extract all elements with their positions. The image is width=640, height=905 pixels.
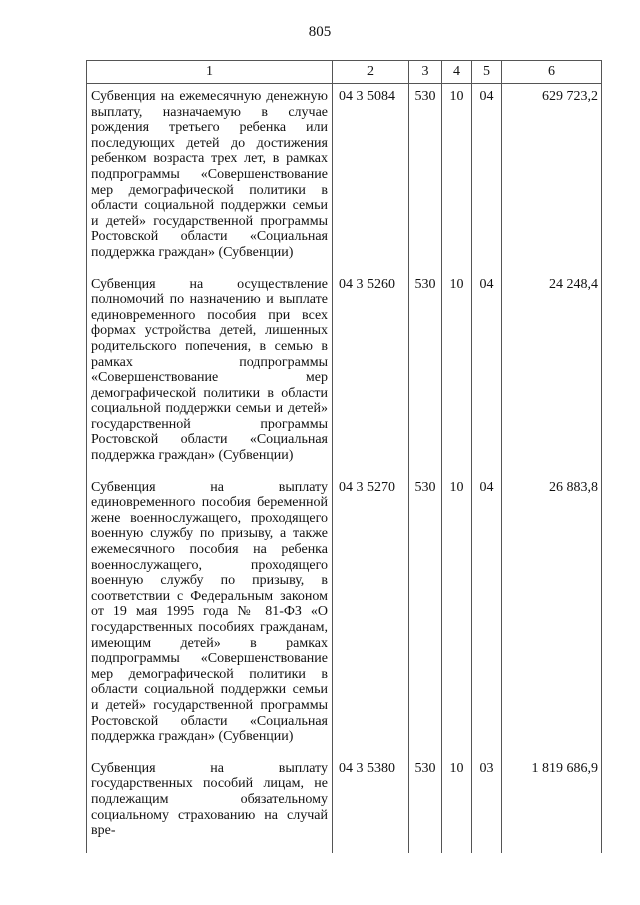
row-amount: 1 819 686,9 [502,759,602,853]
column-header-sum: 6 [502,61,602,84]
row-section: 10 [442,84,472,275]
page-number: 805 [308,24,332,40]
row-target-code: 04 3 5260 [333,275,409,478]
row-description: Субвенция на ежемесячную денежную выплату, назначаемую в случае рождения третьего ребенка или последующих детей до достижения ребенком возраста трех лет, в рамках подпрограммы «Совершенствование мер демографической политики в области социальной поддержки семьи и детей» государственной программы Ростовской области «Социальная поддержка граждан» (Субвенции) [87,84,333,275]
column-header-vr: 3 [409,61,442,84]
column-header-code: 2 [333,61,409,84]
row-description: Субвенция на выплату государственных пособий лицам, не подлежащим обязательному социальному страхованию на случай вре- [87,759,333,853]
row-subsection: 04 [472,478,502,759]
table-row [87,84,602,275]
row-amount: 629 723,2 [502,84,602,275]
row-target-code: 04 3 5380 [333,759,409,853]
table-header-row [87,61,602,84]
row-amount: 26 883,8 [502,478,602,759]
row-target-code: 04 3 5270 [333,478,409,759]
table-row [87,478,602,759]
table-row [87,759,602,853]
row-expense-type: 530 [409,275,442,478]
row-subsection: 04 [472,275,502,478]
column-header-pr: 5 [472,61,502,84]
table-row [87,275,602,478]
row-section: 10 [442,478,472,759]
row-expense-type: 530 [409,84,442,275]
row-subsection: 03 [472,759,502,853]
row-description: Субвенция на выплату единовременного пособия беременной жене военнослужащего, проходящего военную службу по призыву, а также ежемесячного пособия на ребенка военнослужащего, проходящего военную службу по призыву, в соответствии с Федеральным законом от 19 мая 1995 года № 81-ФЗ «О государственных пособиях гражданам, имеющим детей» в рамках подпрограммы «Совершенствование мер демографической политики в области социальной поддержки семьи и детей» государственной программы Ростовской области «Социальная поддержка граждан» (Субвенции) [87,478,333,759]
budget-table [86,60,602,853]
row-description: Субвенция на осуществление полномочий по назначению и выплате единовременного пособия при всех формах устройства детей, лишенных родительского попечения, в семью в рамках подпрограммы «Совершенствование мер демографической политики в области социальной поддержки семьи и детей» государственной программы Ростовской области «Социальная поддержка граждан» (Субвенции) [87,275,333,478]
row-expense-type: 530 [409,478,442,759]
row-target-code: 04 3 5084 [333,84,409,275]
row-amount: 24 248,4 [502,275,602,478]
row-section: 10 [442,275,472,478]
row-section: 10 [442,759,472,853]
column-header-description: 1 [87,61,333,84]
row-subsection: 04 [472,84,502,275]
column-header-rz: 4 [442,61,472,84]
row-expense-type: 530 [409,759,442,853]
